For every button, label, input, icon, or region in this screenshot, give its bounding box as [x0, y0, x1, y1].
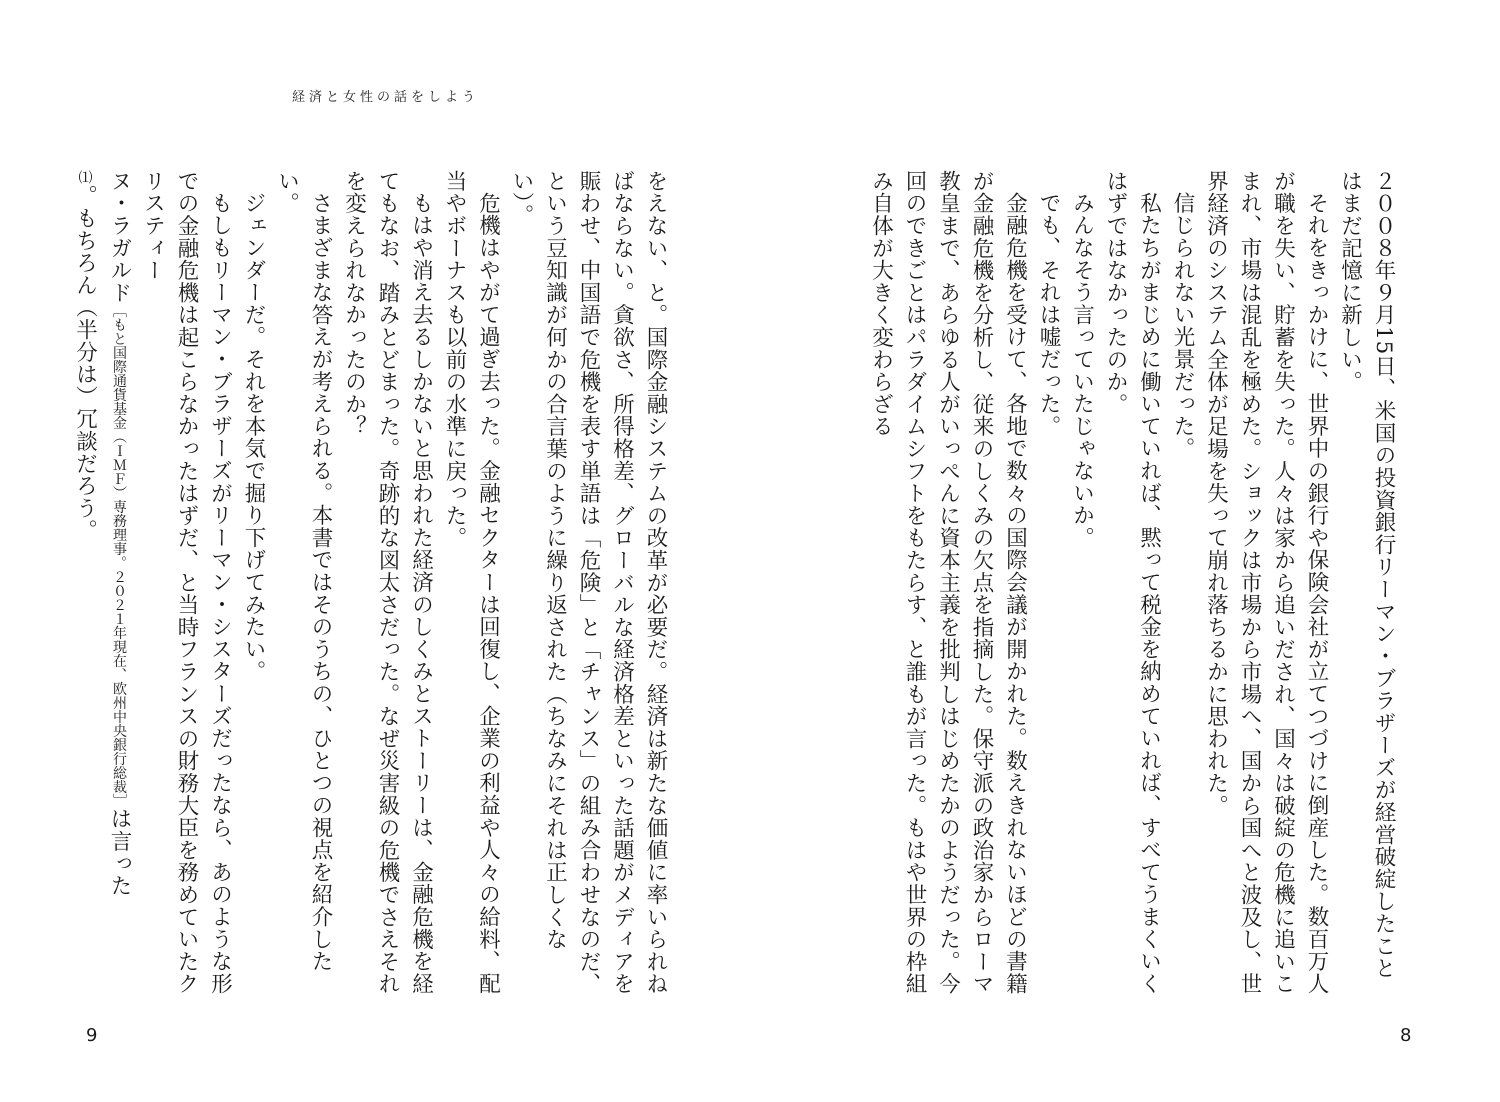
- footnote-note: ［もと国際通貨基金（ＩＭＦ）専務理事。２０２１年現在、欧州中央銀行総裁］: [111, 303, 127, 808]
- footnote-line: [102, 170, 137, 1000]
- right-page-text: [838, 170, 1400, 1000]
- paragraph: もはや消え去るしかないと思われた経済のしくみとストーリーは、金融危機を経てもなお、踏みとどまった。奇跡的な図太さだった。なぜ災害級の危機でさえそれを変えられなかったのか？: [341, 170, 434, 996]
- paragraph: 危機はやがて過ぎ去った。金融セクターは回復し、企業の利益や人々の給料、配当やボーナスも以前の水準に戻った。: [442, 170, 501, 995]
- footnote-after: は言った: [107, 807, 132, 898]
- footnote-name: ヌ・ラガルド: [107, 170, 132, 304]
- left-page-text: [72, 170, 672, 1000]
- paragraph: 信じられない光景だった。: [1170, 191, 1195, 460]
- paragraph: さまざまな答えが考えられる。本書ではそのうちの、ひとつの視点を紹介したい。: [274, 170, 333, 972]
- right-page-body: [838, 170, 1400, 1000]
- left-page-body: [72, 170, 672, 1000]
- running-head: 経済と女性の話をしよう: [292, 90, 480, 105]
- paragraph: ２００８年９月15日、米国の投資銀行リーマン・ブラザーズが経営破綻したことはまだ記憶に新しい。: [1337, 170, 1396, 980]
- paragraph: もしもリーマン・ブラザーズがリーマン・シスターズだったなら、あのような形での金融危機は起こらなかったはずだ、と当時フランスの財務大臣を務めていたクリスティー: [140, 170, 233, 996]
- paragraph: をえない、と。国際金融システムの改革が必要だ。経済は新たな価値に率いられねばならない。貪欲さ、所得格差、グローバルな経済格差といった話題がメディアを賑わせ、中国語で危機を表す単語は「危険」と「チャンス」の組み合わせなのだ、という豆知識が何かの合言葉のように繰り返された（ちなみにそれは正しくない）。: [509, 170, 668, 996]
- page-number-left: 9: [86, 1025, 98, 1046]
- paragraph: でも、それは嘘だった。: [1036, 191, 1061, 437]
- paragraph: 金融危機を受けて、各地で数々の国際会議が開かれた。数えきれないほどの書籍が金融危機を分析し、従来のしくみの欠点を指摘した。保守派の政治家からローマ教皇まで、あらゆる人がいっぺんに資本主義を批判しはじめたかのようだった。今回のできごとはパラダイムシフトをもたらす、と誰もが言った。もはや世界の枠組み自体が大きく変わらざる: [868, 170, 1028, 996]
- footnote-mark: ⑴: [76, 170, 93, 185]
- paragraph: 私たちがまじめに働いていれば、黙って税金を納めていれば、すべてうまくいくはずではなかったのか。: [1103, 170, 1162, 995]
- page-number-right: 8: [1400, 1025, 1412, 1046]
- paragraph: ジェンダーだ。それを本気で掘り下げてみたい。: [241, 191, 266, 683]
- paragraph: みんなそう言っていたじゃないか。: [1069, 191, 1095, 549]
- footnote-line: [67, 170, 102, 1000]
- last-line: 。もちろん（半分は）冗談だろう。: [72, 184, 98, 542]
- paragraph: それをきっかけに、世界中の銀行や保険会社が立てつづけに倒産した。数百万人が職を失い、貯蓄を失った。人々は家から追いだされ、国々は破綻の危機に追いこまれ、市場は混乱を極めた。ショックは市場から市場へ、国から国へと波及し、世界経済のシステム全体が足場を失って崩れ落ちるかに思われた。: [1203, 170, 1329, 996]
